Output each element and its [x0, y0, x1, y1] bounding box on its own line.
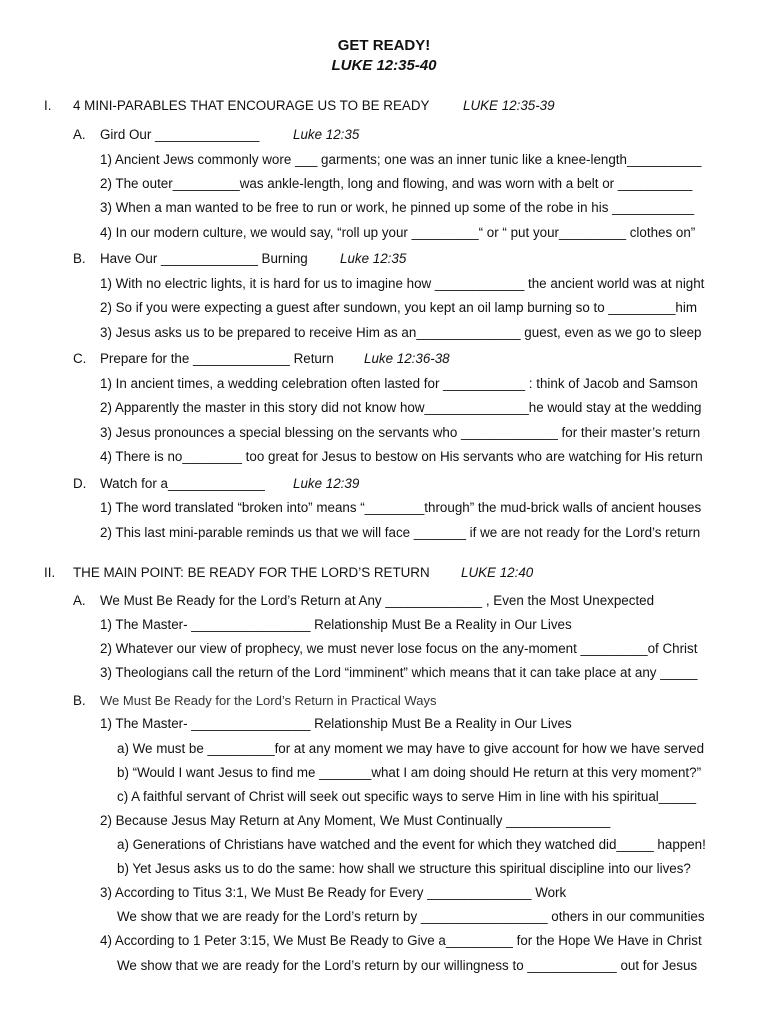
section-1-title: 4 MINI-PARABLES THAT ENCOURAGE US TO BE READY: [73, 98, 430, 113]
list-item: 3) According to Titus 3:1, We Must Be Ready for Every ______________ Work: [100, 885, 567, 900]
list-item: 1) The Master- ________________ Relationship Must Be a Reality in Our Lives: [100, 617, 572, 632]
sub-list-item: b) Yet Jesus asks us to do the same: how shall we structure this spiritual discipline into our lives?: [117, 861, 691, 876]
page-title: GET READY!: [337, 37, 431, 54]
subsection-2a-title: We Must Be Ready for the Lord’s Return at Any _____________ , Even the Most Unexpected: [100, 593, 655, 608]
list-item: 3) When a man wanted to be free to run or work, he pinned up some of the robe in his ___________: [100, 200, 695, 215]
subsection-letter: D.: [73, 476, 87, 491]
section-2-title: THE MAIN POINT: BE READY FOR THE LORD’S RETURN: [73, 565, 430, 580]
subsection-2b-title: We Must Be Ready for the Lord’s Return in Practical Ways: [100, 693, 437, 708]
subsection-1d-ref: Luke 12:39: [293, 476, 360, 491]
section-1-number: I.: [44, 98, 52, 113]
list-item: 1) Ancient Jews commonly wore ___ garments; one was an inner tunic like a knee-length__________: [100, 152, 702, 167]
subsection-1a-title: Gird Our ______________: [100, 127, 260, 142]
subsection-letter: A.: [73, 127, 86, 142]
subsection-1c-title: Prepare for the _____________ Return: [100, 351, 334, 366]
list-item-note: We show that we are ready for the Lord’s return by our willingness to ____________ out for Jesus: [117, 958, 698, 973]
subsection-letter: B.: [73, 693, 86, 708]
sub-list-item: b) “Would I want Jesus to find me _______what I am doing should He return at this very moment?”: [117, 765, 702, 780]
page-subtitle: LUKE 12:35-40: [331, 57, 437, 74]
list-item: 2) So if you were expecting a guest after sundown, you kept an oil lamp burning so to _________him: [100, 300, 698, 315]
list-item: 4) According to 1 Peter 3:15, We Must Be Ready to Give a_________ for the Hope We Have in Christ: [100, 933, 702, 948]
list-item: 2) The outer_________was ankle-length, long and flowing, and was worn with a belt or __________: [100, 176, 693, 191]
list-item: 4) In our modern culture, we would say, “roll up your _________“ or “ put your_________ clothes on”: [100, 225, 696, 240]
list-item: 1) The word translated “broken into” means “________through” the mud-brick walls of ancient houses: [100, 500, 702, 515]
list-item: 1) The Master- ________________ Relationship Must Be a Reality in Our Lives: [100, 716, 572, 731]
subsection-letter: B.: [73, 251, 86, 266]
section-1-ref: LUKE 12:35-39: [463, 98, 555, 113]
sub-list-item: c) A faithful servant of Christ will seek out specific ways to serve Him in line with his spiritual_____: [117, 789, 697, 804]
list-item-note: We show that we are ready for the Lord’s return by _________________ others in our communities: [117, 909, 705, 924]
list-item: 2) Apparently the master in this story did not know how______________he would stay at the wedding: [100, 400, 702, 415]
list-item: 3) Jesus pronounces a special blessing on the servants who _____________ for their master’s return: [100, 425, 701, 440]
list-item: 2) This last mini-parable reminds us that we will face _______ if we are not ready for the Lord’s return: [100, 525, 701, 540]
list-item: 3) Theologians call the return of the Lord “imminent” which means that it can take place at any _____: [100, 665, 698, 680]
list-item: 2) Because Jesus May Return at Any Moment, We Must Continually ______________: [100, 813, 611, 828]
subsection-1c-ref: Luke 12:36-38: [364, 351, 450, 366]
sub-list-item: a) Generations of Christians have watched and the event for which they watched did_____ happen!: [117, 837, 706, 852]
subsection-1b-ref: Luke 12:35: [340, 251, 407, 266]
subsection-letter: A.: [73, 593, 86, 608]
list-item: 2) Whatever our view of prophecy, we must never lose focus on the any-moment _________of Christ: [100, 641, 698, 656]
sub-list-item: a) We must be _________for at any moment we may have to give account for how we have served: [117, 741, 705, 756]
list-item: 3) Jesus asks us to be prepared to receive Him as an______________ guest, even as we go to sleep: [100, 325, 702, 340]
list-item: 1) With no electric lights, it is hard for us to imagine how ____________ the ancient world was at night: [100, 276, 705, 291]
subsection-1b-title: Have Our _____________ Burning: [100, 251, 308, 266]
section-2-ref: LUKE 12:40: [461, 565, 534, 580]
subsection-1d-title: Watch for a_____________: [100, 476, 265, 491]
section-2-number: II.: [44, 565, 56, 580]
list-item: 4) There is no________ too great for Jesus to bestow on His servants who are watching for His return: [100, 449, 703, 464]
subsection-1a-ref: Luke 12:35: [293, 127, 360, 142]
list-item: 1) In ancient times, a wedding celebration often lasted for ___________ : think of Jacob and Samson: [100, 376, 698, 391]
subsection-letter: C.: [73, 351, 87, 366]
